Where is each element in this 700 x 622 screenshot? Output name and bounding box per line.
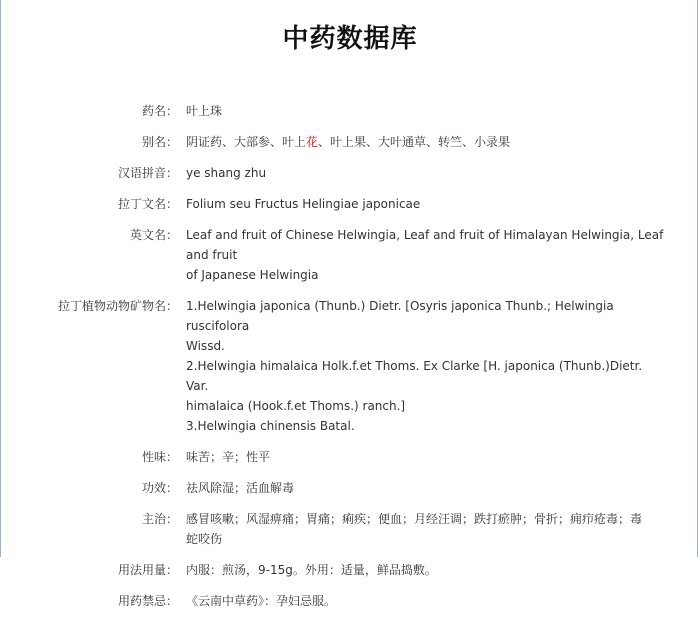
field-value-line: of Japanese Helwingia <box>186 268 319 282</box>
page-title: 中药数据库 <box>282 24 418 54</box>
field-label: 拉丁植物动物矿物名： <box>57 299 178 313</box>
field-value-line: Leaf and fruit of Chinese Helwingia, Leaf and fruit of Himalayan Helwingia, Leaf and fruit <box>186 228 664 262</box>
field-value <box>178 225 666 285</box>
field-row-dosage <box>0 560 700 580</box>
field-row-pinyin <box>0 163 700 183</box>
field-value: ye shang zhu <box>186 166 267 180</box>
field-value: Folium seu Fructus Helingiae japonicae <box>186 197 421 211</box>
field-label: 功效： <box>141 481 178 495</box>
field-value-line: 1.Helwingia japonica (Thunb.) Dietr. [Osyris japonica Thunb.; Helwingia ruscifolora <box>186 299 614 333</box>
field-label: 别名： <box>141 135 178 149</box>
field-label: 药名： <box>141 104 178 118</box>
field-list <box>0 101 700 622</box>
field-row-contraindications <box>0 591 700 611</box>
field-value-line: 蛇咬伤 <box>186 532 223 546</box>
field-row-efficacy <box>0 478 700 498</box>
field-value-line: Wissd. <box>186 339 225 353</box>
field-value-line: himalaica (Hook.f.et Thoms.) ranch.] <box>186 399 406 413</box>
field-value <box>178 509 666 549</box>
field-label: 拉丁文名： <box>117 197 178 211</box>
field-row-latin-name <box>0 194 700 214</box>
field-row-latin-species <box>0 296 700 436</box>
field-row-english-name <box>0 225 700 285</box>
field-value: 内服：煎汤，9-15g。外用：适量，鲜品捣敷。 <box>186 563 437 577</box>
field-value-line: 3.Helwingia chinensis Batal. <box>186 419 355 433</box>
field-label: 用法用量： <box>117 563 178 577</box>
field-row-alias <box>0 132 700 152</box>
field-value: 味苦；辛；性平 <box>186 450 271 464</box>
field-value <box>178 132 666 152</box>
field-row-nature <box>0 447 700 467</box>
field-row-name <box>0 101 700 121</box>
field-value: 叶上珠 <box>186 104 223 118</box>
field-label: 汉语拼音： <box>117 166 178 180</box>
field-label: 用药禁忌： <box>117 594 178 608</box>
field-value <box>178 296 666 436</box>
field-value: 《云南中草药》：孕妇忌服。 <box>186 594 337 608</box>
alias-text-before: 阴证药、大部参、叶上 <box>186 135 307 149</box>
alias-text-after: 、叶上果、大叶通草、转竺、小录果 <box>318 135 511 149</box>
field-value-line: 2.Helwingia himalaica Holk.f.et Thoms. Ex Clarke [H. japonica (Thunb.)Dietr. Var. <box>186 359 643 393</box>
field-row-indications <box>0 509 700 549</box>
field-label: 英文名： <box>129 228 178 242</box>
field-label: 性味： <box>141 450 178 464</box>
field-value-line: 感冒咳嗽；风湿痹痛；胃痛；痢疾；便血；月经汪调；跌打瘀肿；骨折；痈疖疮毒；毒 <box>186 512 643 526</box>
field-label: 主治： <box>141 512 178 526</box>
field-value: 祛风除湿；活血解毒 <box>186 481 295 495</box>
alias-highlight: 花 <box>306 135 319 149</box>
